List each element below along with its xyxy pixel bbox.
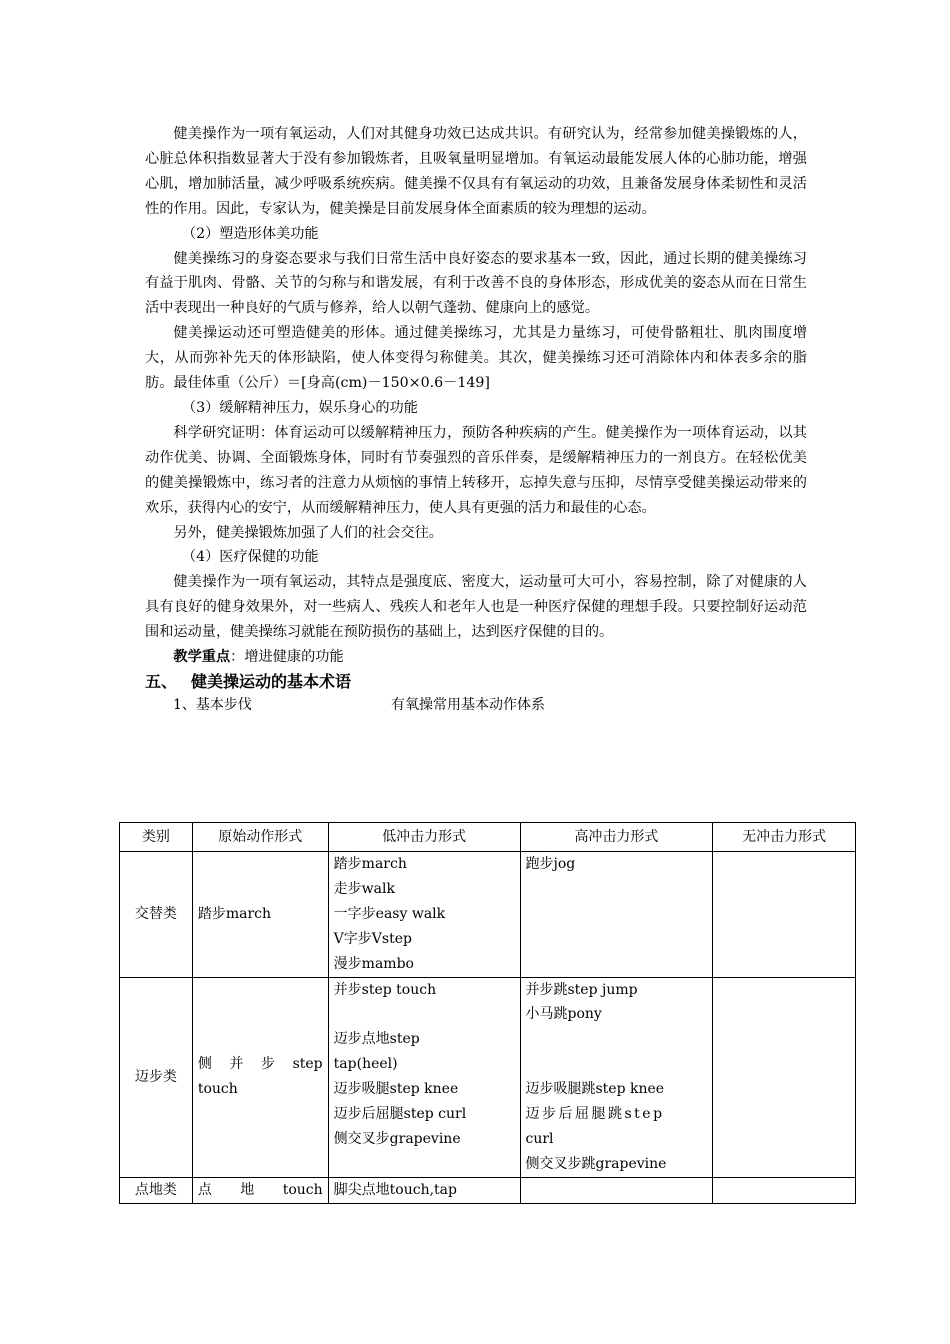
row-original	[192, 977, 328, 1177]
original-part: 点	[197, 1181, 212, 1198]
section-number: 五、	[145, 671, 178, 691]
table-row	[120, 977, 856, 1177]
row-category: 迈步类	[120, 977, 193, 1177]
high-blank	[526, 1052, 708, 1077]
high-item: 迈步吸腿跳step knee	[525, 1081, 665, 1098]
teaching-focus	[145, 645, 807, 670]
row-low-impact	[328, 852, 520, 978]
low-item: 漫步mambo	[333, 955, 414, 972]
paragraph-physique: 健美操运动还可塑造健美的形体。通过健美操练习，尤其是力量练习，可使骨骼粗壮、肌肉围度增大，从而弥补先天的体形缺陷，使人体变得匀称健美。其次，健美操练习还可消除体内和体表多余的脂肪。最佳体重（公斤）＝[身高(cm)－150×0.6－149]	[145, 325, 807, 392]
high-item: 小马跳pony	[525, 1006, 602, 1023]
low-item: V字步Vstep	[333, 930, 412, 947]
high-item: curl	[525, 1130, 554, 1147]
low-item: 侧交叉步grapevine	[333, 1130, 461, 1147]
row-no-impact	[713, 1177, 856, 1203]
low-item: 一字步easy walk	[333, 905, 446, 922]
table-header-row	[120, 823, 856, 852]
paragraph-social: 另外，健美操锻炼加强了人们的社会交往。	[173, 524, 443, 541]
low-item: 走步walk	[333, 880, 395, 897]
high-item: 侧交叉步跳grapevine	[525, 1155, 667, 1172]
header-original: 原始动作形式	[192, 823, 328, 852]
teaching-focus-sep: ：	[230, 649, 245, 666]
paragraph-medical: 健美操作为一项有氧运动，其特点是强度底、密度大，运动量可大可小，容易控制，除了对健康的人具有良好的健身效果外，对一些病人、残疾人和老年人也是一种医疗保健的理想手段。只要控制好运动范围和运动量，健美操练习就能在预防损伤的基础上，达到医疗保健的目的。	[145, 574, 807, 641]
original-line	[198, 1178, 323, 1203]
section-title: 健美操运动的基本术语	[191, 671, 352, 691]
row-low-impact	[328, 1177, 520, 1203]
paragraph-aerobic-benefits: 健美操作为一项有氧运动，人们对其健身功效已达成共识。有研究认为，经常参加健美操锻炼的人，心脏总体积指数显著大于没有参加锻炼者，且吸氧量明显增加。有氧运动最能发展人体的心肺功能，增强心肌，增加肺活量，减少呼吸系统疾病。健美操不仅具有有氧运动的功效，且兼备发展身体柔韧性和灵活性的作用。因此，专家认为，健美操是目前发展身体全面素质的较为理想的运动。	[145, 126, 807, 217]
subheading-medical: （4）医疗保健的功能	[181, 549, 319, 566]
row-no-impact	[713, 852, 856, 978]
subsection-line	[145, 694, 807, 716]
document-body	[145, 122, 807, 716]
teaching-focus-text: 增进健康的功能	[244, 649, 344, 666]
table-row	[120, 852, 856, 978]
row-category: 点地类	[120, 1177, 193, 1203]
high-item: 迈步后屈腿跳step	[525, 1106, 665, 1123]
row-category: 交替类	[120, 852, 193, 978]
header-low-impact: 低冲击力形式	[328, 823, 520, 852]
section-heading	[145, 670, 807, 694]
paragraph-posture: 健美操练习的身姿态要求与我们日常生活中良好姿态的要求基本一致，因此，通过长期的健美操练习有益于肌肉、骨骼、关节的匀称与和谐发展，有利于改善不良的身体形态，形成优美的姿态从而在日常生活中表现出一种良好的气质与修养，给人以朝气蓬勃、健康向上的感觉。	[145, 250, 807, 317]
table-row	[120, 1177, 856, 1203]
subheading-stress-relief: （3）缓解精神压力，娱乐身心的功能	[181, 399, 418, 416]
original-line: touch	[197, 1081, 238, 1098]
original-part: 步	[261, 1056, 275, 1073]
table-title: 有氧操常用基本动作体系	[391, 696, 545, 713]
original-part: step	[292, 1056, 323, 1073]
teaching-focus-label: 教学重点	[173, 649, 231, 666]
row-high-impact	[520, 977, 713, 1177]
low-item: 踏步march	[333, 856, 407, 872]
low-item: 并步step touch	[333, 981, 437, 998]
original-part: 侧	[197, 1056, 212, 1073]
original-part: 并	[229, 1056, 244, 1073]
high-item: 并步跳step jump	[525, 981, 638, 998]
subsection-label: 1、基本步伐	[173, 696, 252, 713]
row-no-impact	[713, 977, 856, 1177]
high-blank	[526, 1027, 708, 1052]
original-part: touch	[282, 1181, 323, 1198]
header-category: 类别	[120, 823, 193, 852]
header-no-impact: 无冲击力形式	[713, 823, 856, 852]
low-item: tap(heel)	[333, 1056, 398, 1073]
subheading-body-shaping: （2）塑造形体美功能	[181, 225, 319, 242]
high-item: 跑步jog	[525, 856, 576, 872]
low-blank	[334, 1002, 515, 1027]
row-original: 踏步march	[192, 852, 328, 978]
low-item: 迈步吸腿step knee	[333, 1081, 459, 1098]
row-low-impact	[328, 977, 520, 1177]
low-item: 脚尖点地touch,tap	[333, 1181, 457, 1198]
paragraph-stress: 科学研究证明：体育运动可以缓解精神压力，预防各种疾病的产生。健美操作为一项体育运动，以其动作优美、协调、全面锻炼身体，同时有节奏强烈的音乐伴奏，是缓解精神压力的一剂良方。在轻松优美的健美操锻炼中，练习者的注意力从烦恼的事情上转移开，忘掉失意与压抑，尽情享受健美操运动带来的欢乐，获得内心的安宁，从而缓解精神压力，使人具有更强的活力和最佳的心态。	[145, 424, 807, 516]
row-high-impact	[520, 852, 713, 978]
row-original	[192, 1177, 328, 1203]
header-high-impact: 高冲击力形式	[520, 823, 713, 852]
basic-steps-table	[119, 822, 856, 1204]
row-high-impact	[520, 1177, 713, 1203]
low-item: 迈步点地step	[333, 1031, 420, 1048]
original-line	[198, 1052, 323, 1077]
low-item: 迈步后屈腿step curl	[333, 1106, 467, 1123]
original-part: 地	[240, 1181, 255, 1198]
